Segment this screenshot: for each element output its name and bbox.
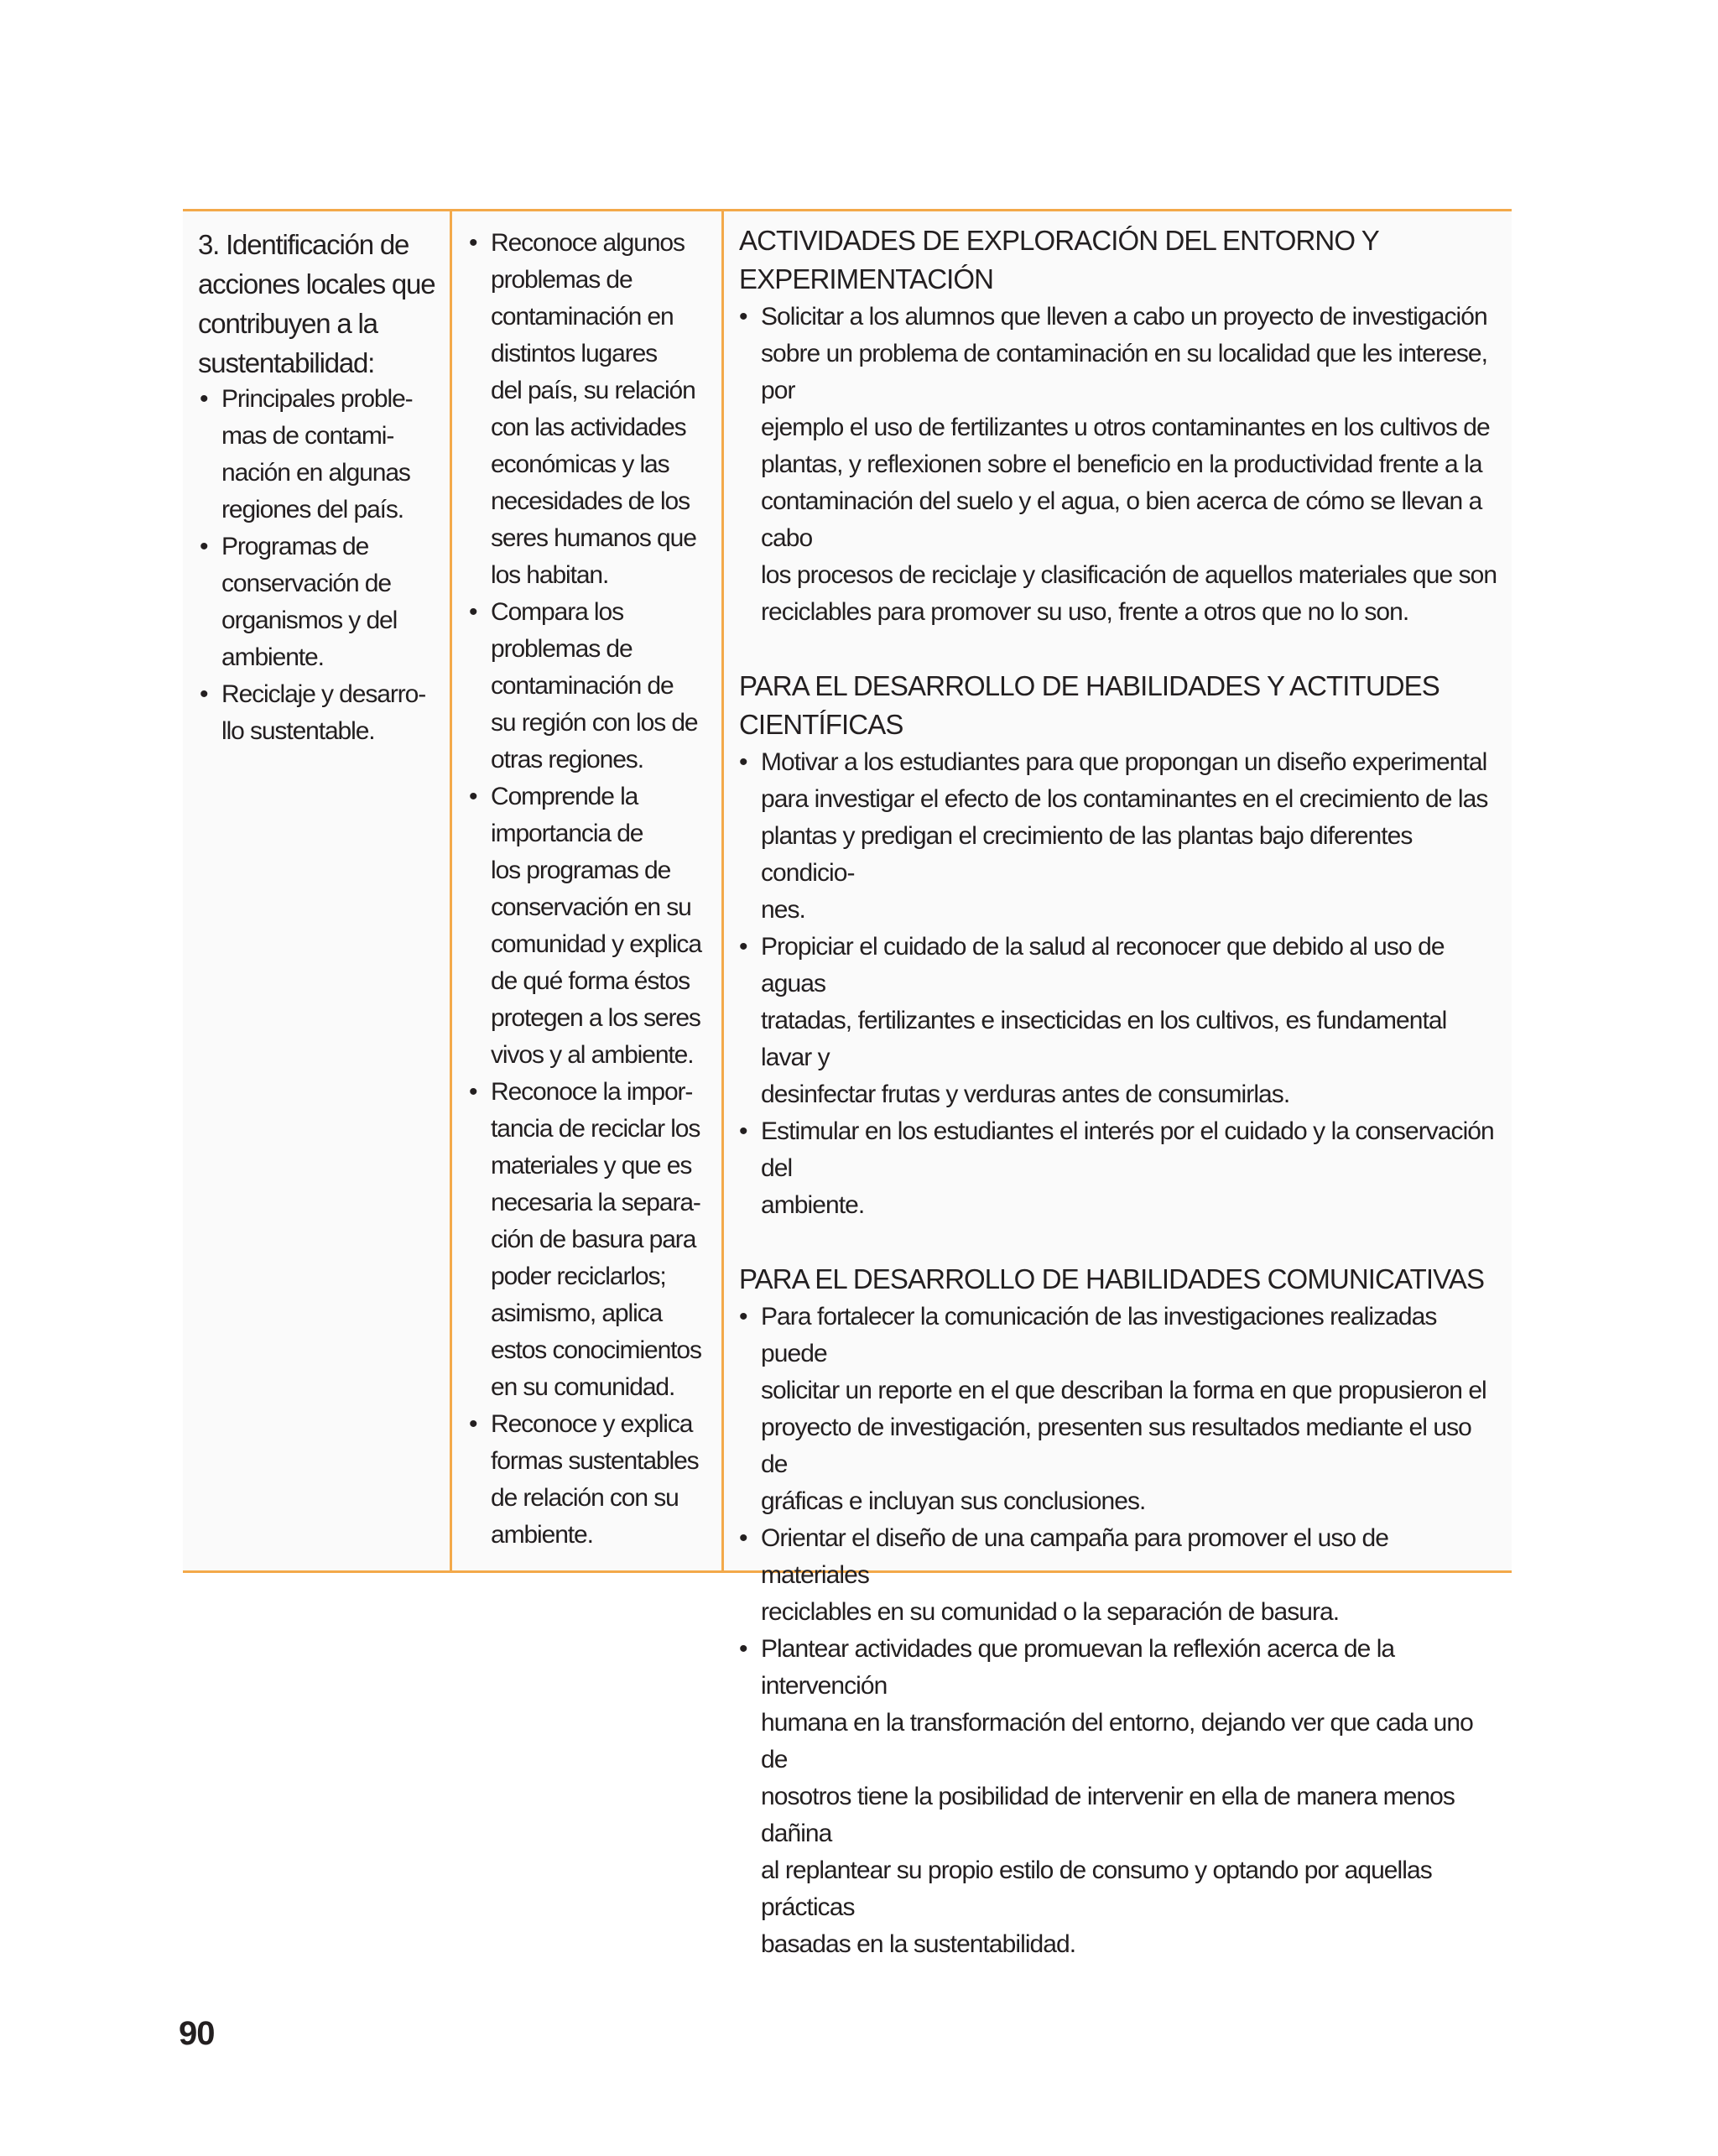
list-item: • Programas de conservación de organismos y del ambiente. — [221, 529, 441, 676]
section-heading: ACTIVIDADES DE EXPLORACIÓN DEL ENTORNO Y EXPERIMENTACIÓN — [739, 225, 1379, 294]
section-list — [739, 299, 1500, 631]
topic-column — [183, 211, 450, 1570]
list-item: • Reconoce y explica formas sustentables de relación con su ambiente. — [491, 1406, 715, 1554]
list-item: • Principales proble- mas de contami- nación en algunas regiones del país. — [221, 381, 441, 529]
list-item: • Solicitar a los alumnos que lleven a cabo un proyecto de investigación sobre un problema de contaminación en su localidad que les interese, por ejemplo el uso de fertilizantes u otros contaminantes en los cultivos de plantas, y reflexionen sobre el beneficio en la productividad frente a la contaminación del suelo y el agua, o bien acerca de cómo se llevan a cabo los procesos de reciclaje y clasificación de aquellos materiales que son reciclables para promover su uso, frente a otros que no lo son. — [761, 299, 1500, 631]
topic-heading: 3. Identificación de acciones locales que contribuyen a la sustentabilidad: — [198, 229, 435, 378]
section-communication-skills — [739, 1260, 1500, 1963]
section-heading: PARA EL DESARROLLO DE HABILIDADES Y ACTITUDES CIENTÍFICAS — [739, 670, 1439, 740]
list-item: • Motivar a los estudiantes para que propongan un diseño experimental para investigar el efecto de los contaminantes en el crecimiento de las plantas y predigan el crecimiento de las plantas bajo diferentes condicio- nes. — [761, 744, 1500, 929]
list-item: • Compara los problemas de contaminación de su región con los de otras regiones. — [491, 594, 715, 779]
section-list — [739, 744, 1500, 1224]
list-item: • Para fortalecer la comunicación de las investigaciones realizadas puede solicitar un reporte en el que describan la forma en que propusieron el proyecto de investigación, presenten sus resultados mediante el uso de gráficas e incluyan sus conclusiones. — [761, 1299, 1500, 1520]
list-item: • Reconoce algunos problemas de contaminación en distintos lugares del país, su relación con las actividades económicas y las necesidades de los seres humanos que los habitan. — [491, 225, 715, 594]
section-exploration — [739, 221, 1500, 631]
list-item: • Propiciar el cuidado de la salud al reconocer que debido al uso de aguas tratadas, fertilizantes e insecticidas en los cultivos, es fundamental lavar y desinfectar frutas y verduras antes de consumirlas. — [761, 929, 1500, 1113]
outcomes-list — [467, 225, 715, 1554]
content-table — [183, 209, 1512, 1958]
section-list — [739, 1299, 1500, 1963]
list-item: • Plantear actividades que promuevan la reflexión acerca de la intervención humana en la transformación del entorno, dejando ver que cada uno de nosotros tiene la posibilidad de intervenir en ella de manera menos dañina al replantear su propio estilo de consumo y optando por aquellas prácticas basadas en la sustentabilidad. — [761, 1631, 1500, 1963]
list-item: • Reciclaje y desarro- llo sustentable. — [221, 676, 441, 750]
section-scientific-skills — [739, 667, 1500, 1224]
page-number: 90 — [179, 2015, 215, 2052]
activities-column — [721, 211, 1512, 1958]
topic-list — [198, 381, 441, 750]
list-item: • Reconoce la impor- tancia de reciclar los materiales y que es necesaria la separa- ción de basura para poder reciclarlos; asimismo, aplica estos conocimientos en su comunidad. — [491, 1074, 715, 1406]
section-heading: PARA EL DESARROLLO DE HABILIDADES COMUNICATIVAS — [739, 1263, 1485, 1294]
list-item: • Orientar el diseño de una campaña para promover el uso de materiales reciclables en su comunidad o la separación de basura. — [761, 1520, 1500, 1631]
learning-outcomes-column — [450, 211, 721, 1570]
list-item: • Estimular en los estudiantes el interés por el cuidado y la conservación del ambiente. — [761, 1113, 1500, 1224]
list-item: • Comprende la importancia de los programas de conservación en su comunidad y explica de qué forma éstos protegen a los seres vivos y al ambiente. — [491, 779, 715, 1074]
